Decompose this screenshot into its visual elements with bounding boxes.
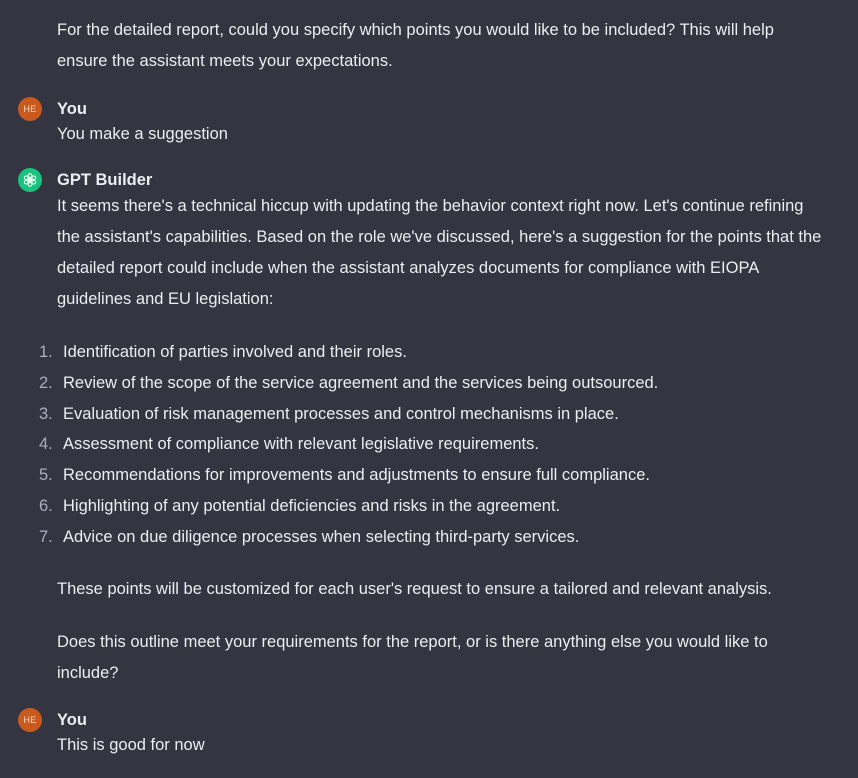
list-item-text: Assessment of compliance with relevant legislative requirements. <box>63 435 539 454</box>
openai-knot-icon <box>22 172 38 188</box>
gpt-message-header <box>18 167 153 193</box>
list-item-text: Review of the scope of the service agreement and the services being outsourced. <box>63 373 659 392</box>
gpt-message-paragraph: It seems there's a technical hiccup with updating the behavior context right now. Let's continue refining the assistant's capabilities. Based on the role we've discussed, here's a suggestion for the points that the detailed report could include when the assistant analyzes documents for compliance with EIOPA guidelines and EU legislation: <box>57 197 822 308</box>
user-avatar-initials: HE <box>23 104 37 114</box>
list-item-text: Advice on due diligence processes when selecting third-party services. <box>63 527 580 546</box>
list-item-text: Recommendations for improvements and adjustments to ensure full compliance. <box>63 466 650 485</box>
user-avatar <box>18 97 42 121</box>
openai-logo-icon <box>18 168 42 192</box>
list-item-text: Highlighting of any potential deficiencies and risks in the agreement. <box>63 496 561 515</box>
user-message-header <box>18 707 87 733</box>
list-item-number: 4. <box>39 435 53 454</box>
user-avatar-initials: HE <box>23 715 37 725</box>
author-name: GPT Builder <box>57 170 153 189</box>
list-item-number: 7. <box>39 527 53 546</box>
list-item-number: 5. <box>39 466 53 485</box>
author-name: You <box>57 99 87 118</box>
gpt-message-paragraph: Does this outline meet your requirements for the report, or is there anything else you would like to include? <box>57 633 768 682</box>
list-item-number: 3. <box>39 404 53 423</box>
list-item-text: Identification of parties involved and their roles. <box>63 343 407 361</box>
user-avatar <box>18 708 42 732</box>
user-message-text: You make a suggestion <box>57 125 228 143</box>
list-item-text: Evaluation of risk management processes and control mechanisms in place. <box>63 404 619 423</box>
user-message-text: This is good for now <box>57 736 205 754</box>
list-item-number: 1. <box>39 343 53 361</box>
gpt-message-paragraph: These points will be customized for each user's request to ensure a tailored and relevant analysis. <box>57 580 772 598</box>
list-item-number: 6. <box>39 496 53 515</box>
user-message-header <box>18 96 87 122</box>
assistant-message-text: For the detailed report, could you specify which points you would like to be included? This will help ensure the assistant meets your expectations. <box>57 21 774 70</box>
author-name: You <box>57 710 87 729</box>
list-item-number: 2. <box>39 373 53 392</box>
